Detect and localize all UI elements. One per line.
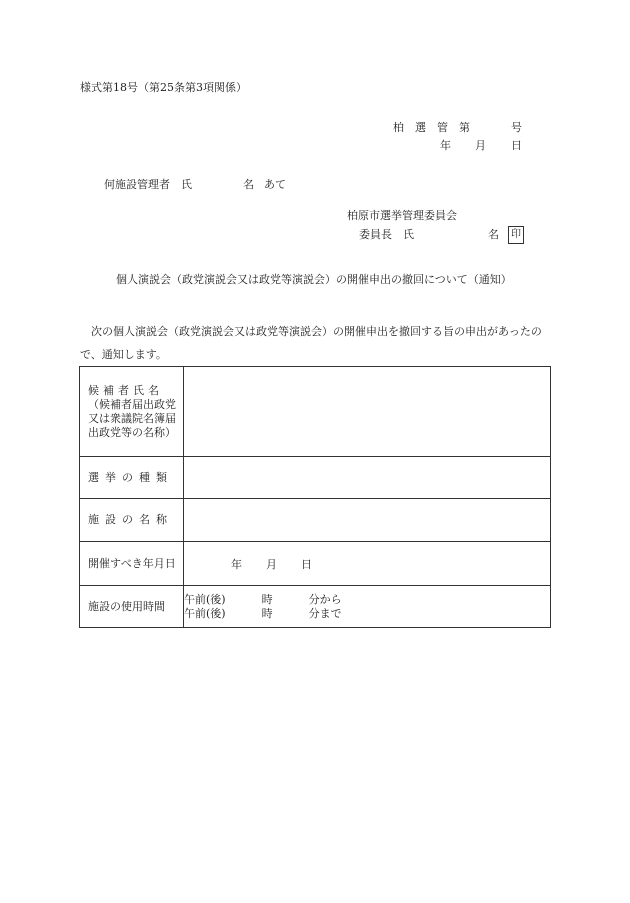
document-body: 次の個人演説会（政党演説会又は政党等演説会）の開催申出を撤回する旨の申出があったので、通知します。 [80,325,542,361]
table-row-usage-time [80,586,551,628]
candidate-label-title: 候補者氏名 [88,383,163,397]
usage-time-value-cell[interactable] [184,586,551,628]
start-ampm: 午前(後) [184,592,226,606]
sender-organization: 柏原市選挙管理委員会 [347,209,457,222]
date-day: 日 [301,557,312,571]
table-row-candidate [80,367,551,457]
reference-number-prefix: 柏 選 管 第 [393,121,470,134]
facility-name-label: 施設の名称 [88,513,173,526]
document-title: 個人演説会（政党演説会又は政党等演説会）の開催申出の撤回について（通知） [116,273,512,286]
form-number: 様式第18号（第25条第3項関係） [80,81,247,94]
candidate-value-cell[interactable] [184,367,551,457]
date-year: 年 [231,557,242,571]
date-label: 開催すべき年月日 [88,556,176,570]
start-hour: 時 [261,592,273,606]
date-month: 月 [266,557,277,571]
date-value-cell[interactable] [184,542,551,586]
start-minute: 分から [308,592,342,606]
end-ampm: 午前(後) [184,606,226,620]
usage-time-label-cell [80,586,184,628]
info-table [79,366,551,628]
candidate-label-cell [80,367,184,457]
table-row-election-type [80,457,551,499]
reference-number-suffix: 号 [511,121,522,134]
facility-name-value-cell[interactable] [184,499,551,542]
end-hour: 時 [261,606,273,620]
issue-date-year: 年 [440,139,451,152]
addressee-honorific: あて [264,178,286,191]
election-type-label: 選挙の種類 [88,470,173,484]
candidate-label-note: （候補者届出政党又は衆議院名簿届出政党等の名称） [88,397,176,439]
addressee-name-char: 名 [243,178,254,191]
sender-name-char: 名 [488,228,499,241]
issue-date-day: 日 [511,139,522,152]
seal-stamp: 印 [508,226,524,244]
table-row-facility-name [80,499,551,542]
addressee-title: 何施設管理者 氏 [104,178,192,191]
election-type-label-cell [80,457,184,499]
issue-date-month: 月 [475,139,486,152]
date-label-cell [80,542,184,586]
facility-name-label-cell [80,499,184,542]
table-row-date [80,542,551,586]
election-type-value-cell[interactable] [184,457,551,499]
usage-time-label: 施設の使用時間 [88,599,165,613]
sender-chair: 委員長 氏 [359,228,414,241]
end-minute: 分まで [308,606,342,620]
